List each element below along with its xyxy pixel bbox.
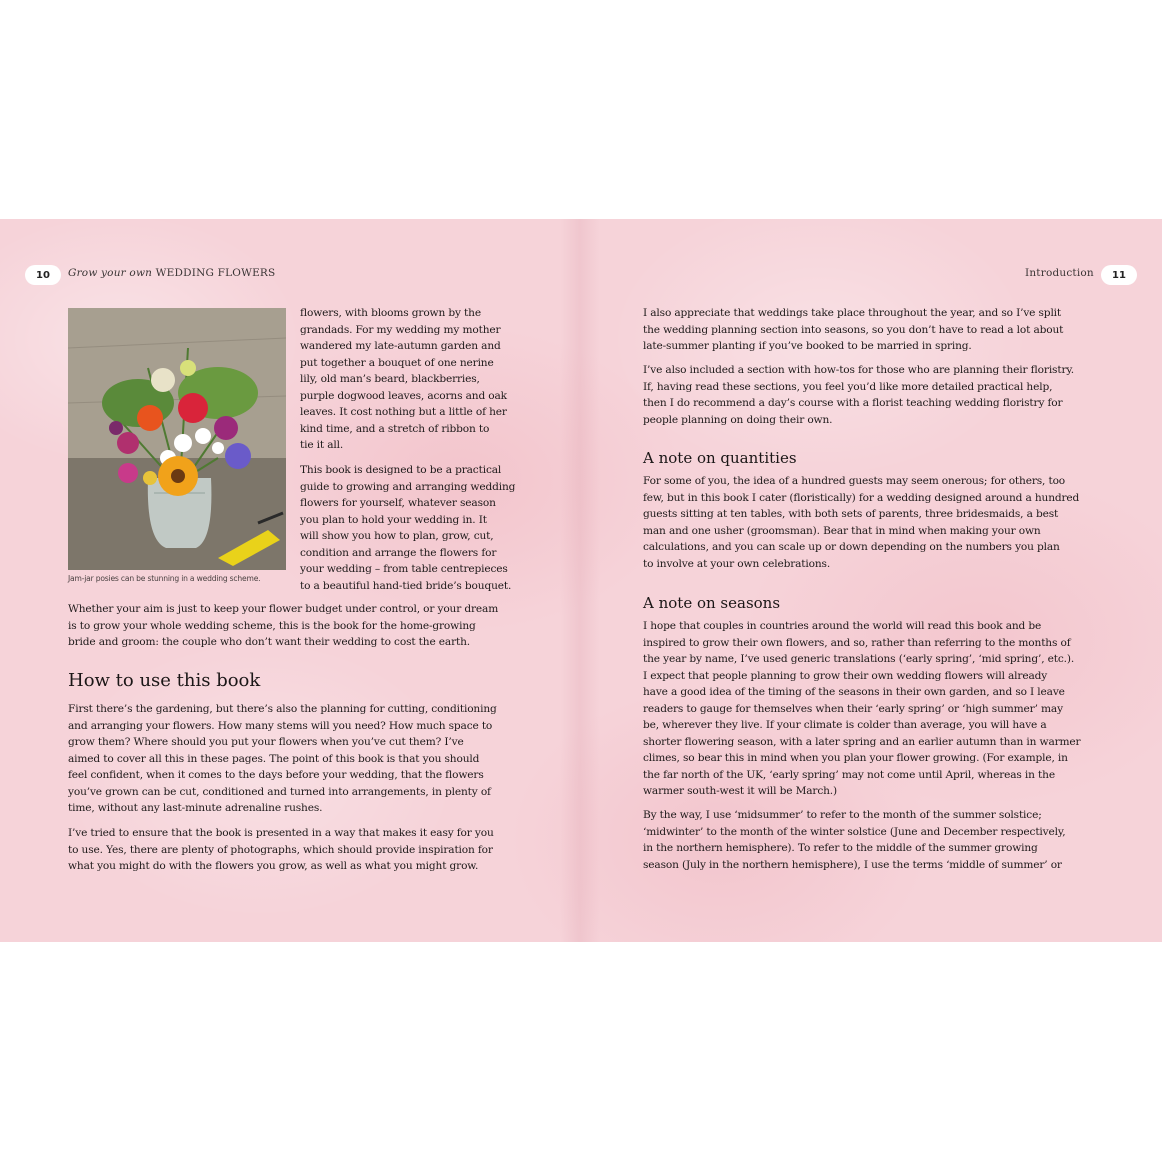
text-line: I expect that people planning to grow their own wedding flowers will already (643, 669, 1048, 682)
text-line: put together a bouquet of one nerine (300, 356, 494, 369)
text-line: First there’s the gardening, but there’s also the planning for cutting, conditioning (68, 703, 497, 715)
text-line: the far north of the UK, ‘early spring’ may not come until April, whereas in the (643, 768, 1055, 781)
quantities-heading: A note on quantities (643, 449, 797, 467)
running-head-right: Introduction (1025, 267, 1094, 279)
seasons-paragraph-1 (643, 618, 1080, 800)
text-line: I’ve also included a section with how-tos for those who are planning their floristry. (643, 364, 1075, 376)
intro-paragraph-1 (300, 305, 507, 454)
text-line: leaves. It cost nothing but a little of her (300, 406, 507, 418)
text-line: condition and arrange the flowers for (300, 546, 497, 559)
text-line: in the northern hemisphere). To refer to the middle of the summer growing (643, 842, 1038, 854)
text-line: grandads. For my wedding my mother (300, 323, 501, 336)
seasons-heading: A note on seasons (643, 594, 781, 612)
right-paragraph-2 (643, 362, 1074, 428)
text-line: flowers for yourself, whatever season (300, 497, 496, 509)
text-line: time, without any last-minute adrenaline rushes. (68, 802, 323, 814)
text-line: will show you how to plan, grow, cut, (300, 530, 494, 542)
text-line: warmer south-west it will be March.) (643, 785, 838, 797)
book-gutter (560, 219, 600, 942)
how-paragraph-2 (68, 825, 494, 875)
right-paragraph-1 (643, 305, 1063, 355)
text-line: to involve at your own celebrations. (643, 557, 831, 570)
flower-bouquet-photo (68, 308, 286, 570)
text-line: Whether your aim is just to keep your flower budget under control, or your dream (68, 603, 499, 615)
text-line: For some of you, the idea of a hundred guests may seem onerous; for others, too (643, 475, 1066, 487)
text-line: tie it all. (300, 439, 344, 451)
text-line: the year by name, I’ve used generic translations (‘early spring’, ‘mid spring’, etc.). (643, 653, 1075, 665)
text-line: aimed to cover all this in these pages. The point of this book is that you should (68, 752, 480, 765)
text-line: you plan to hold your wedding in. It (300, 513, 487, 526)
text-line: wandered my late-autumn garden and (300, 340, 501, 352)
text-line: feel confident, when it comes to the days before your wedding, that the flowers (68, 769, 484, 781)
how-to-use-heading: How to use this book (68, 670, 261, 691)
text-line: to use. Yes, there are plenty of photographs, which should provide inspiration for (68, 843, 493, 856)
text-line: kind time, and a stretch of ribbon to (300, 422, 490, 435)
running-head-left (68, 267, 275, 279)
text-line: bride and groom: the couple who don’t want their wedding to cost the earth. (68, 636, 470, 648)
text-line: If, having read these sections, you feel you’d like more detailed practical help, (643, 380, 1053, 393)
text-line: is to grow your whole wedding scheme, this is the book for the home-growing (68, 619, 476, 632)
text-line: to a beautiful hand-tied bride’s bouquet. (300, 579, 512, 592)
text-line: what you might do with the flowers you grow, as well as what you might grow. (68, 860, 479, 872)
text-line: By the way, I use ‘midsummer’ to refer to the month of the summer solstice; (643, 809, 1042, 821)
text-line: have a good idea of the timing of the seasons in their own garden, and so I leave (643, 686, 1065, 698)
text-line: shorter flowering season, with a later spring and an earlier autumn than in warmer (643, 735, 1081, 748)
text-line: few, but in this book I cater (floristically) for a wedding designed around a hundred (643, 491, 1080, 504)
seasons-paragraph-2 (643, 807, 1066, 873)
text-line: ‘midwinter’ to the month of the winter solstice (June and December respectively, (643, 825, 1066, 838)
intro-paragraph-2 (300, 462, 515, 594)
text-line: I’ve tried to ensure that the book is presented in a way that makes it easy for you (68, 827, 494, 839)
running-head-caps: WEDDING FLOWERS (155, 267, 276, 279)
page-number-left: 10 (25, 265, 61, 285)
text-line: man and one usher (groomsman). Bear that in mind when making your own (643, 524, 1041, 537)
text-line: guide to growing and arranging wedding (300, 480, 516, 493)
text-line: your wedding – from table centrepieces (300, 563, 508, 575)
text-line: purple dogwood leaves, acorns and oak (300, 389, 507, 402)
text-line: readers to gauge for themselves when their ‘early spring’ or ‘high summer’ may (643, 702, 1063, 715)
text-line: climes, so bear this in mind when you plan your flower growing. (For example, in (643, 752, 1068, 764)
text-line: lily, old man’s beard, blackberries, (300, 373, 480, 385)
text-line: people planning on doing their own. (643, 413, 833, 426)
text-line: you’ve grown can be cut, conditioned and turned into arrangements, in plenty of (68, 785, 491, 798)
intro-paragraph-3 (68, 601, 498, 651)
text-line: grow them? Where should you put your flowers when you’ve cut them? I’ve (68, 736, 464, 748)
text-line: This book is designed to be a practical (300, 464, 502, 476)
running-head-italic: Grow your own (68, 267, 153, 279)
book-spread (0, 219, 1162, 942)
text-line: be, wherever they live. If your climate is colder than average, you will have a (643, 719, 1047, 731)
text-line: the wedding planning section into seasons, so you don’t have to read a lot about (643, 323, 1064, 336)
text-line: I also appreciate that weddings take place throughout the year, and so I’ve split (643, 307, 1062, 319)
quantities-paragraph (643, 473, 1079, 572)
photo-caption: Jam-jar posies can be stunning in a wedding scheme. (68, 574, 261, 583)
text-line: then I do recommend a day’s course with a florist teaching wedding floristry for (643, 397, 1063, 409)
page-number-right: 11 (1101, 265, 1137, 285)
bouquet-illustration (68, 308, 286, 570)
text-line: and arranging your flowers. How many stems will you need? How much space to (68, 719, 493, 732)
text-line: inspired to grow their own flowers, and so, rather than referring to the months of (643, 636, 1071, 649)
text-line: calculations, and you can scale up or down depending on the numbers you plan (643, 541, 1060, 553)
text-line: season (July in the northern hemisphere), I use the terms ‘middle of summer’ or (643, 858, 1062, 871)
text-line: guests sitting at ten tables, with both sets of parents, three bridesmaids, a best (643, 508, 1059, 520)
text-line: late-summer planting if you’ve booked to be married in spring. (643, 340, 972, 352)
text-line: I hope that couples in countries around the world will read this book and be (643, 620, 1042, 632)
how-paragraph-1 (68, 701, 497, 817)
text-line: flowers, with blooms grown by the (300, 307, 481, 319)
